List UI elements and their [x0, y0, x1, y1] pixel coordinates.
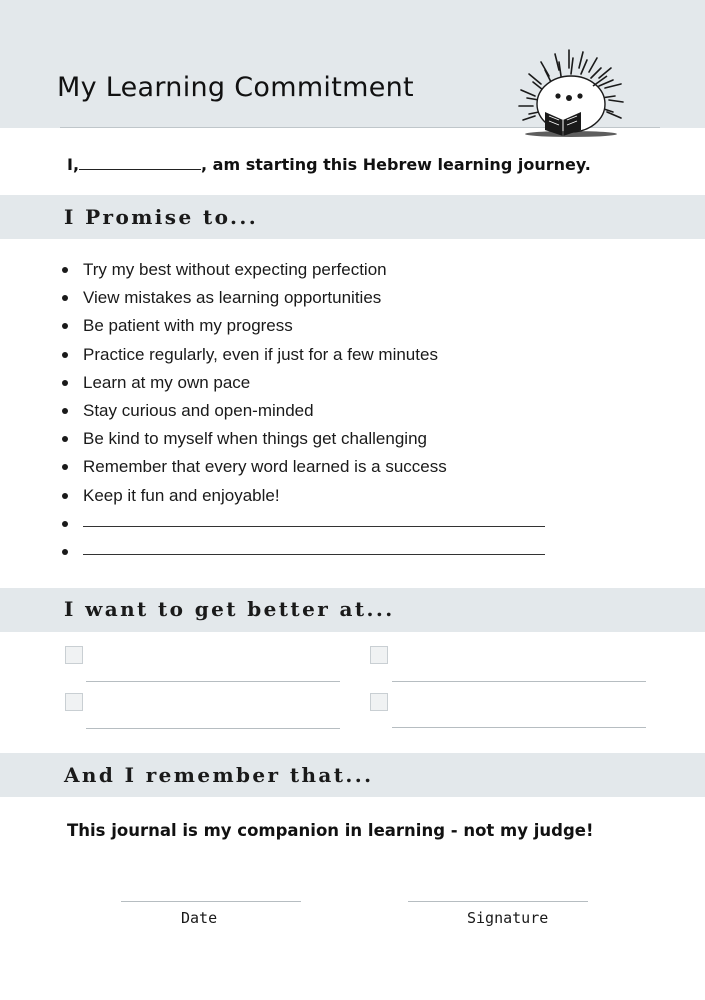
promise-text: Keep it fun and enjoyable! [83, 485, 280, 505]
bullet-icon [62, 549, 68, 555]
bullet-icon [62, 323, 68, 329]
list-item [60, 484, 580, 512]
blank-list-item[interactable] [60, 512, 580, 540]
bullet-icon [62, 380, 68, 386]
date-label: Date [181, 909, 218, 927]
intro-prefix: I, [67, 155, 80, 174]
goal-checkbox[interactable] [370, 646, 388, 664]
goal-line[interactable] [86, 681, 340, 682]
write-in-line[interactable] [83, 526, 545, 528]
promise-text: Stay curious and open-minded [83, 400, 314, 420]
list-item [60, 455, 580, 483]
intro-suffix: , am starting this Hebrew learning journey. [201, 155, 591, 174]
blank-list-item[interactable] [60, 540, 580, 568]
signature-label: Signature [467, 909, 549, 927]
promise-text: Learn at my own pace [83, 372, 251, 392]
date-line[interactable] [121, 901, 301, 902]
bullet-icon [62, 408, 68, 414]
hedgehog-reading-icon [515, 46, 627, 138]
list-item [60, 427, 580, 455]
list-item [60, 343, 580, 371]
list-item [60, 371, 580, 399]
promise-text: View mistakes as learning opportunities [83, 288, 382, 308]
bullet-icon [62, 493, 68, 499]
goal-line[interactable] [392, 681, 646, 682]
bullet-icon [62, 464, 68, 470]
page-title: My Learning Commitment [57, 72, 414, 103]
remember-heading: And I remember that... [64, 763, 374, 787]
list-item [60, 286, 580, 314]
bullet-icon [62, 436, 68, 442]
goal-checkbox[interactable] [65, 693, 83, 711]
list-item [60, 258, 580, 286]
goal-line[interactable] [392, 727, 646, 728]
goal-checkbox[interactable] [370, 693, 388, 711]
signature-line[interactable] [408, 901, 588, 902]
promise-text: Remember that every word learned is a success [83, 457, 447, 477]
promise-text: Try my best without expecting perfection [83, 260, 387, 279]
goal-line[interactable] [86, 728, 340, 729]
promise-text: Be patient with my progress [83, 316, 293, 336]
intro-sentence [67, 155, 591, 174]
bullet-icon [62, 521, 68, 527]
promise-list [60, 258, 580, 568]
name-blank[interactable] [79, 156, 201, 170]
bullet-icon [62, 352, 68, 358]
bullet-icon [62, 267, 68, 273]
goal-checkbox[interactable] [65, 646, 83, 664]
improve-heading: I want to get better at... [64, 597, 395, 621]
promise-heading: I Promise to... [64, 205, 259, 229]
promise-text: Practice regularly, even if just for a few minutes [83, 344, 438, 364]
write-in-line[interactable] [83, 554, 545, 556]
list-item [60, 399, 580, 427]
closing-statement: This journal is my companion in learning - not my judge! [67, 821, 594, 840]
bullet-icon [62, 295, 68, 301]
promise-text: Be kind to myself when things get challenging [83, 429, 427, 449]
list-item [60, 314, 580, 342]
